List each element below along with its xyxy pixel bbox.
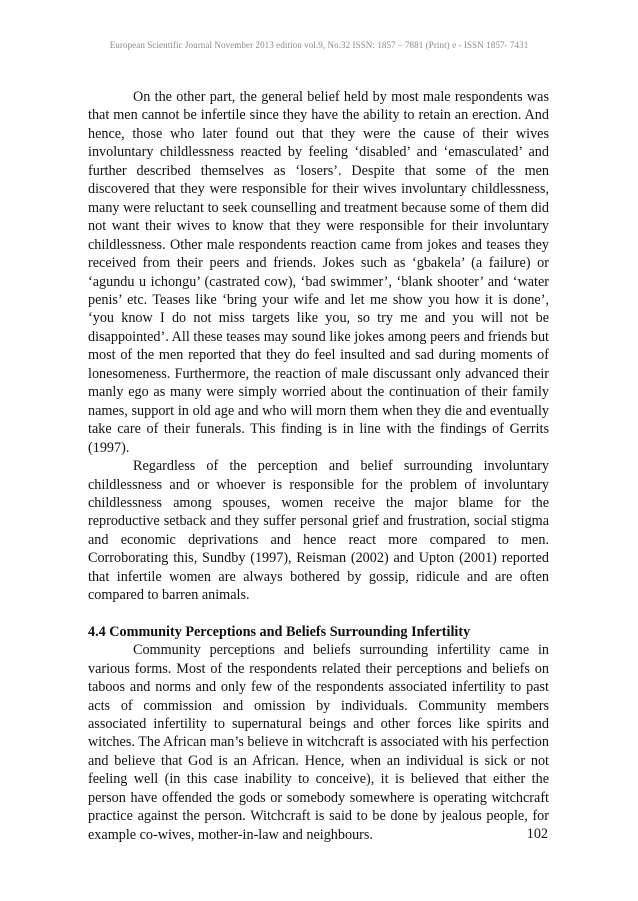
- page-number: 102: [526, 826, 548, 842]
- section-paragraph: Community perceptions and beliefs surrounding infertility came in various forms. Most of the respondents related their perceptions and beliefs on taboos and norms and only few of the respondents associated infertility to past acts of commission and omission by individuals. Community members associated infertility to supernatural beings and other forces like spirits and witches. The African man’s believe in witchcraft is associated with his perfection and believe that God is an African. Hence, when an individual is sick or not feeling well (in this case inability to conceive), it is believed that either the person have offended the gods or somebody somewhere is operating witchcraft practice against the person. Witchcraft is said to be done by jealous people, for example co-wives, mother-in-law and neighbours.: [88, 642, 549, 843]
- section-heading: 4.4 Community Perceptions and Beliefs Surrounding Infertility: [88, 623, 471, 640]
- body-paragraph-2: Regardless of the perception and belief surrounding involuntary childlessness and or whoever is responsible for the problem of involuntary childlessness among spouses, women receive the major blame for the reproductive setback and they suffer personal grief and frustration, social stigma and economic deprivations and hence react more compared to men. Corroborating this, Sundby (1997), Reisman (2002) and Upton (2001) reported that infertile women are always bothered by gossip, ridicule and are often compared to barren animals.: [88, 458, 549, 604]
- article-body: [88, 88, 549, 844]
- running-header: European Scientific Journal November 2013 edition vol.9, No.32 ISSN: 1857 – 7881 (Print) e - ISSN 1857- 7431: [109, 40, 529, 50]
- body-paragraph-1: On the other part, the general belief held by most male respondents was that men cannot be infertile since they have the ability to retain an erection. And hence, those who later found out that they were the cause of their wives involuntary childlessness reacted by feeling ‘disabled’ and ‘emasculated’ and further described themselves as ‘losers’. Despite that some of the men discovered that they were responsible for their wives involuntary childlessness, many were reluctant to seek counselling and treatment because some of them did not want their wives to know that they were responsible for their involuntary childlessness. Other male respondents reaction came from jokes and teases they received from their peers and friends. Jokes such as ‘gbakela’ (a failure) or ‘agundu u ichongu’ (castrated cow), ‘bad swimmer’, ‘blank shooter’ and ‘water penis’ etc. Teases like ‘bring your wife and let me show you how it is done’, ‘you know I do not miss targets like you, so try me and you will not be disappointed’. All these teases may sound like jokes among peers and friends but most of the men reported that they do feel insulted and sad during moments of lonesomeness. Furthermore, the reaction of male discussant only advanced their manly ego as many were simply worried about the continuation of their family names, support in old age and who will morn them when they die and eventually take care of their funerals. This finding is in line with the findings of Gerrits (1997).: [88, 89, 549, 456]
